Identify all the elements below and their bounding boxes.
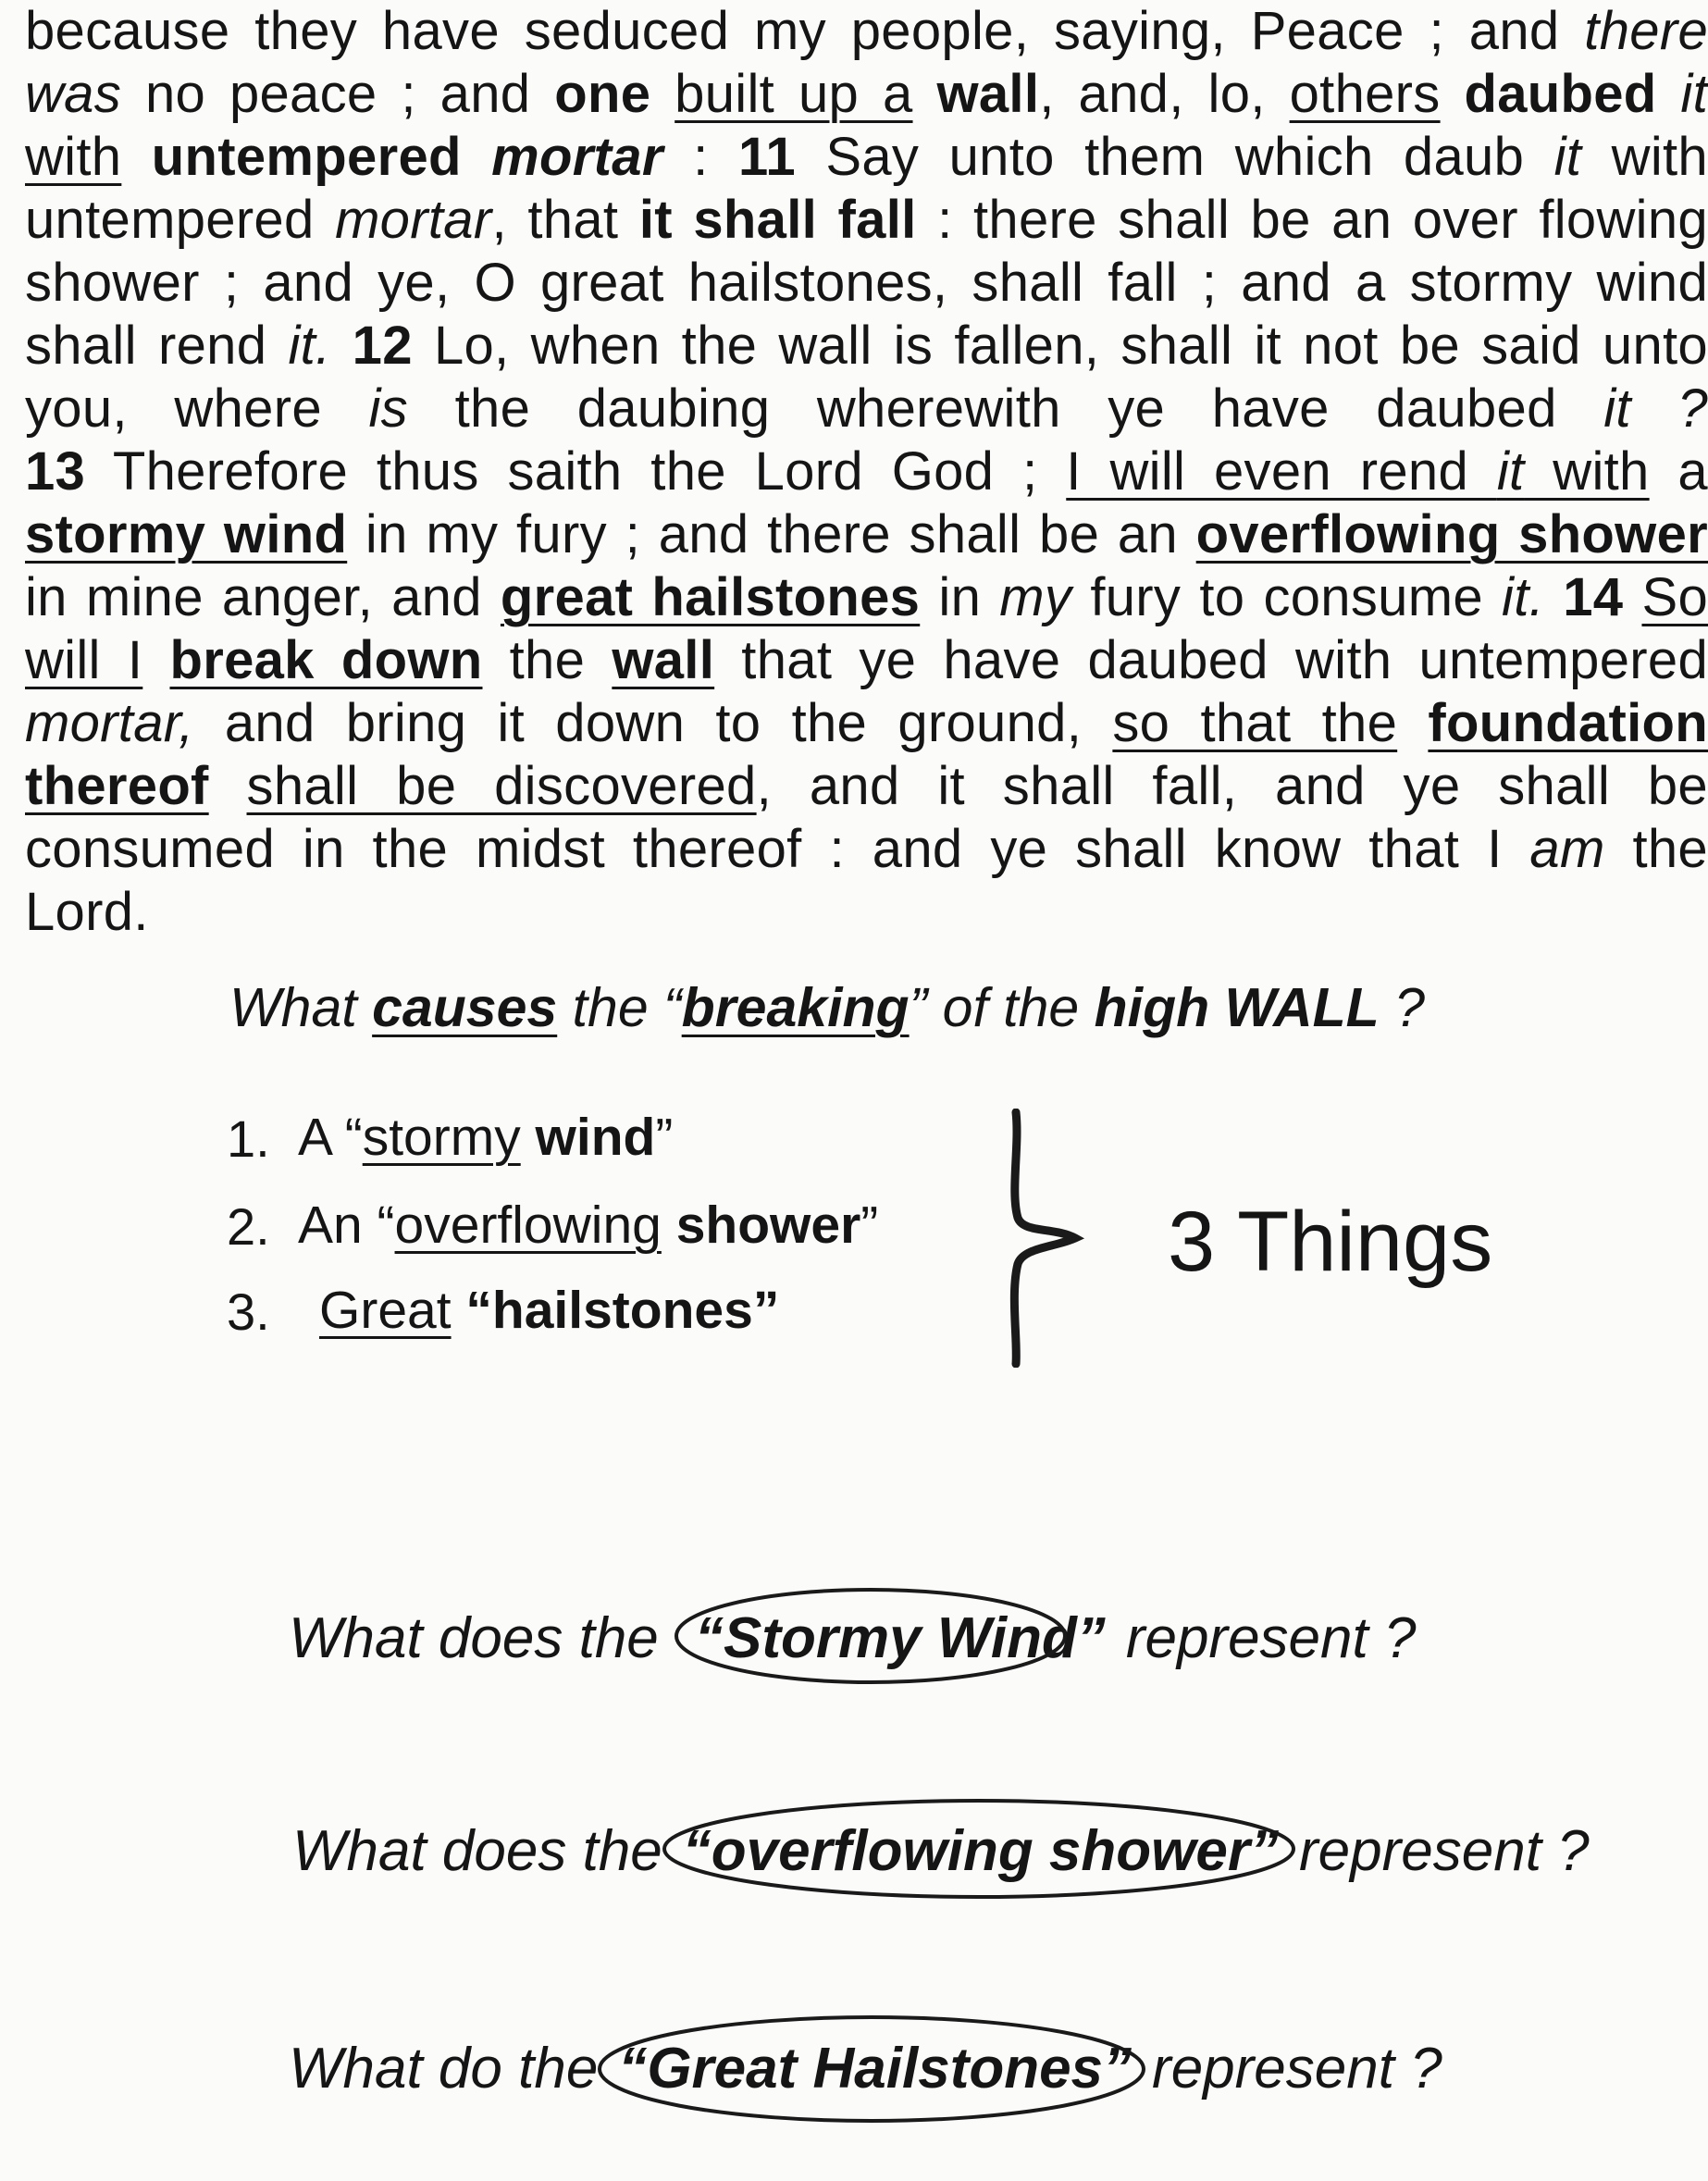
passage-line [25, 692, 1708, 755]
passage-line [25, 252, 1708, 315]
list-item [298, 1195, 878, 1256]
passage-text: untempered [25, 190, 336, 250]
question-causes: causes [372, 977, 558, 1038]
question-stormy-wind [289, 1605, 1416, 1671]
passage-text: was [25, 64, 122, 124]
passage-text: it shall fall [638, 190, 917, 250]
list-item-bold: “hailstones” [465, 1281, 780, 1340]
passage-text: others [1289, 64, 1441, 124]
passage-text: break down [169, 630, 483, 690]
question-text: What do the [289, 2037, 599, 2100]
passage-text [1441, 64, 1465, 124]
passage-text [913, 64, 937, 124]
passage-text: mortar, [25, 693, 194, 753]
passage-text: shall be discovered [246, 756, 757, 816]
passage-text: consumed in the midst thereof : and ye shall know that I [25, 819, 1530, 879]
passage-text: so that the [1112, 693, 1398, 753]
passage-text: 13 [25, 441, 86, 502]
circled-text: “Great Hailstones” [618, 2037, 1132, 2100]
passage-text: you, where [25, 378, 369, 439]
list-item-text: ” [860, 1196, 879, 1255]
passage-text: the [1604, 819, 1708, 879]
question-text: represent ? [1125, 1606, 1417, 1670]
question-text: represent ? [1152, 2037, 1442, 2100]
passage-text: in my fury ; and there shall be an [347, 504, 1196, 564]
circled-term [662, 1818, 1299, 1884]
passage-text: will I [25, 630, 143, 690]
passage-text [330, 316, 352, 376]
passage-text: mortar [491, 127, 663, 187]
list-item-underlined: stormy [362, 1108, 521, 1167]
passage-text: Lord. [25, 882, 149, 942]
passage-text [1397, 693, 1428, 753]
passage-text: , that [491, 190, 639, 250]
passage-text: Lo, when the wall is fallen, shall it not be said unto [412, 316, 1708, 376]
passage-text: mortar [335, 190, 492, 250]
list-number: 2. [227, 1197, 270, 1256]
passage-text: Say unto them which daub [795, 127, 1554, 187]
passage-text: it [1553, 127, 1582, 187]
passage-text: stormy wind [25, 504, 348, 564]
question-text: What does the [292, 1819, 662, 1883]
hand-drawn-circle [662, 1798, 1301, 1900]
question-text: What does the [289, 1606, 675, 1670]
passage-line [25, 0, 1708, 63]
passage-text [209, 756, 247, 816]
passage-text: it ? [1603, 378, 1708, 439]
hand-drawn-circle [598, 2015, 1153, 2126]
passage-text: with [1581, 127, 1708, 187]
three-things-label: 3 Things [1168, 1195, 1493, 1289]
list-item-text: An “ [298, 1196, 395, 1255]
passage-text: one [554, 64, 651, 124]
passage-text [142, 630, 169, 690]
question-text: What [229, 977, 373, 1038]
passage-line [25, 755, 1708, 818]
list-item-text: ” [655, 1108, 674, 1167]
hand-drawn-circle [675, 1585, 1072, 1687]
passage-line [25, 629, 1708, 692]
passage-text: , and it shall fall, and ye shall be [756, 756, 1708, 816]
passage-text: shower ; and ye, O great hailstones, shall fall ; and a stormy wind [25, 253, 1708, 313]
passage-text: , and, lo, [1039, 64, 1290, 124]
passage-text: the [482, 630, 613, 690]
passage-text [1544, 567, 1563, 627]
passage-text [650, 64, 675, 124]
passage-text: 14 [1563, 567, 1624, 627]
passage-text: wall [612, 630, 715, 690]
passage-text: foundation [1428, 693, 1708, 753]
passage-text: : [662, 127, 738, 187]
passage-text: 11 [737, 127, 796, 187]
passage-text: my [999, 567, 1072, 627]
passage-text: it. [288, 316, 331, 376]
circled-text: “overflowing shower” [682, 1819, 1279, 1883]
question-high-wall: high WALL [1094, 977, 1380, 1038]
passage-text: in [920, 567, 1000, 627]
passage-text: fury to consume [1071, 567, 1503, 627]
passage-text: : there shall be an over flowing [916, 190, 1708, 250]
passage-text: is [368, 378, 408, 439]
list-item-underlined: overflowing [394, 1196, 662, 1255]
passage-line [25, 189, 1708, 252]
passage-text: So [1641, 567, 1708, 627]
passage-text: because they have seduced my people, saying, Peace ; and [25, 1, 1585, 61]
passage-line [25, 881, 1708, 944]
passage-line [25, 63, 1708, 126]
question-text: ” of the [909, 977, 1095, 1038]
passage-text: with [1524, 441, 1650, 502]
list-number: 1. [227, 1109, 270, 1168]
passage-text: built up a [675, 64, 913, 124]
passage-line [25, 378, 1708, 440]
passage-line [25, 818, 1708, 881]
passage-text: overflowing shower [1195, 504, 1708, 564]
passage-text [121, 127, 151, 187]
list-item-underlined: Great [319, 1281, 452, 1340]
circled-term [675, 1605, 1126, 1671]
passage-text: with [25, 127, 122, 187]
passage-text: 12 [352, 316, 413, 376]
question-breaking: breaking [681, 977, 910, 1038]
passage-text: Therefore thus saith the Lord God ; [85, 441, 1067, 502]
list-number: 3. [227, 1283, 270, 1341]
list-item-bold: wind [520, 1108, 656, 1167]
question-text: represent ? [1299, 1819, 1590, 1883]
list-item-bold: shower [661, 1196, 861, 1255]
passage-text: it [1496, 441, 1525, 502]
question-text: ? [1379, 977, 1425, 1038]
passage-line [25, 503, 1708, 566]
question-text: the “ [557, 977, 682, 1038]
passage-text [1623, 567, 1641, 627]
passage-text: great hailstones [500, 567, 921, 627]
passage-text: wall [936, 64, 1040, 124]
passage-line [25, 566, 1708, 629]
list-item [298, 1107, 673, 1168]
passage-text: that ye have daubed with untempered [714, 630, 1708, 690]
list-item-text: A “ [298, 1108, 363, 1167]
curly-brace-icon [990, 1109, 1092, 1368]
circled-text: “Stormy Wind” [695, 1606, 1106, 1670]
list-item [319, 1280, 779, 1341]
passage-line [25, 440, 1708, 503]
passage-text: a [1649, 441, 1708, 502]
question-great-hailstones [289, 2036, 1442, 2101]
passage-text: no peace ; and [121, 64, 555, 124]
main-question [229, 976, 1425, 1039]
passage-text [462, 127, 491, 187]
passage-text: am [1529, 819, 1605, 879]
passage-line [25, 315, 1708, 378]
passage-text: shall rend [25, 316, 289, 376]
circled-term [598, 2036, 1152, 2101]
passage-text: I will even rend [1066, 441, 1497, 502]
passage-text: in mine anger, and [25, 567, 501, 627]
passage-text: the daubing wherewith ye have daubed [408, 378, 1604, 439]
passage-line [25, 126, 1708, 189]
passage-text: thereof [25, 756, 209, 816]
passage-text: untempered [151, 127, 462, 187]
passage-text: daubed [1464, 64, 1657, 124]
passage-text: it. [1502, 567, 1545, 627]
passage-text: there [1584, 1, 1708, 61]
passage-text: and bring it down to the ground, [193, 693, 1113, 753]
question-overflowing-shower [292, 1818, 1590, 1884]
passage-text: it [1656, 64, 1708, 124]
